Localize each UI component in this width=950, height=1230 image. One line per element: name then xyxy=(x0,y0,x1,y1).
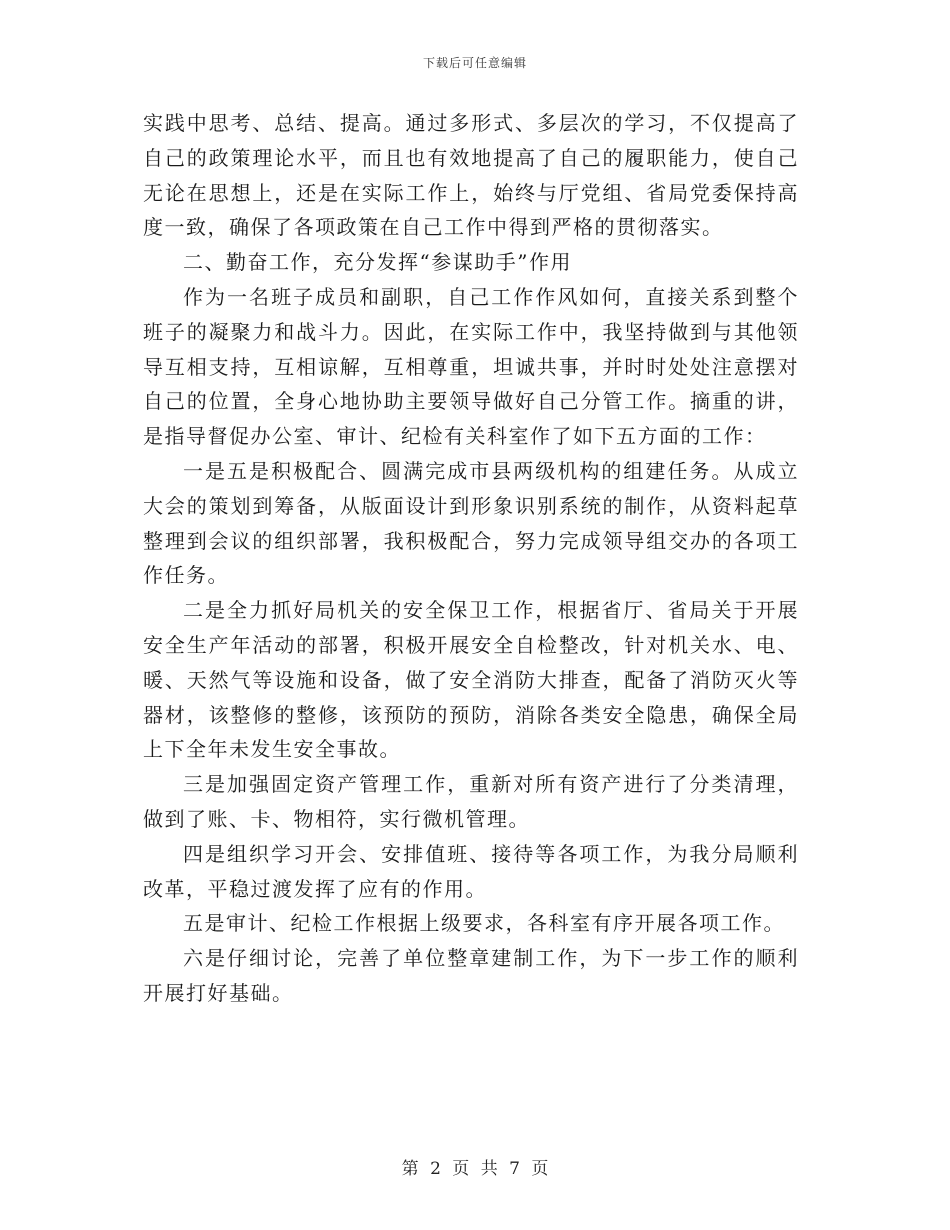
paragraph: 四是组织学习开会、安排值班、接待等各项工作，为我分局顺利改革，平稳过渡发挥了应有的作用。 xyxy=(143,841,799,901)
paragraph: 三是加强固定资产管理工作，重新对所有资产进行了分类清理，做到了账、卡、物相符，实行微机管理。 xyxy=(143,772,799,831)
paragraph: 作为一名班子成员和副职，自己工作作风如何，直接关系到整个班子的凝聚力和战斗力。因此，在实际工作中，我坚持做到与其他领导互相支持，互相谅解，互相尊重，坦诚共事，并时时处处注意摆对自己的位置，全身心地协助主要领导做好自己分管工作。摘重的讲，是指导督促办公室、审计、纪检有关科室作了如下五方面的工作： xyxy=(143,284,799,449)
paragraph: 五是审计、纪检工作根据上级要求，各科室有序开展各项工作。 xyxy=(183,911,785,936)
paragraph: 二是全力抓好局机关的安全保卫工作，根据省厅、省局关于开展安全生产年活动的部署，积极开展安全自检整改，针对机关水、电、暖、天然气等设施和设备，做了安全消防大排查，配备了消防灭火等器材，该整修的整修，该预防的预防，消除各类安全隐患，确保全局上下全年未发生安全事故。 xyxy=(143,598,799,762)
paragraph: 实践中思考、总结、提高。通过多形式、多层次的学习，不仅提高了自己的政策理论水平，而且也有效地提高了自己的履职能力，使自己无论在思想上，还是在实际工作上，始终与厅党组、省局党委保持高度一致，确保了各项政策在自己工作中得到严格的贯彻落实。 xyxy=(143,111,799,240)
section-heading: 二、勤奋工作，充分发挥“参谋助手”作用 xyxy=(183,250,572,275)
document-body xyxy=(143,106,799,1011)
paragraph: 六是仔细讨论，完善了单位整章建制工作，为下一步工作的顺利开展打好基础。 xyxy=(143,946,799,1005)
page-number: 第 2 页 共 7 页 xyxy=(401,1159,549,1179)
page-header: 下载后可任意编辑 xyxy=(422,56,527,70)
paragraph: 一是五是积极配合、圆满完成市县两级机构的组建任务。从成立大会的策划到筹备，从版面设计到形象识别系统的制作，从资料起草整理到会议的组织部署，我积极配合，努力完成领导组交办的各项工作任务。 xyxy=(143,458,799,588)
